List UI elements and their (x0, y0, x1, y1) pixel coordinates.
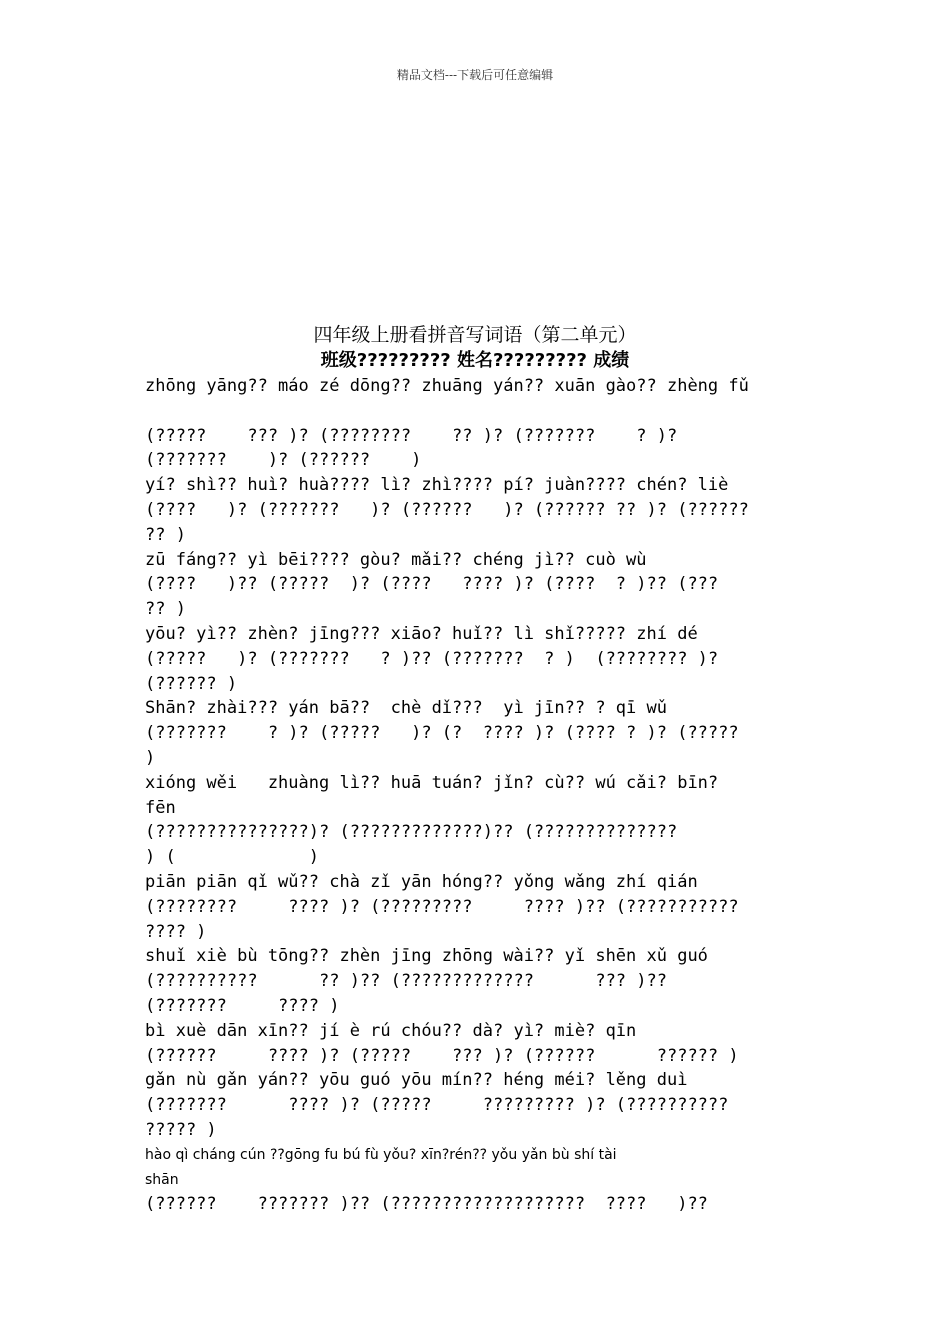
exercise-line: gǎn nù gǎn yán?? yōu guó yōu mín?? héng méi? lěng duì (145, 1070, 688, 1091)
exercise-line: zū fáng?? yì bēi???? gòu? mǎi?? chéng jì?? cuò wù (145, 549, 647, 570)
exercise-line: (??????? )? (?????? ) (145, 450, 422, 471)
exercise-line: yí? shì?? huì? huà???? lì? zhì???? pí? juàn???? chén? liè (145, 475, 729, 496)
exercise-line: (??????? ???? ) (145, 995, 340, 1016)
exercise-line: zhōng yāng?? máo zé dōng?? zhuāng yán?? xuān gào?? zhèng fǔ (145, 376, 749, 396)
exercise-line: (???? )?? (????? )? (???? ???? )? (???? ? )?? (??? (145, 574, 719, 595)
exercise-line: (????? )? (??????? ? )?? (??????? ? ) (???????? )? (145, 648, 719, 669)
exercise-line: Shān? zhài??? yán bā?? chè dǐ??? yì jīn?? ? qī wǔ (145, 698, 667, 719)
exercise-line: (???? )? (??????? )? (?????? )? (?????? ?? )? (?????? (145, 499, 749, 520)
exercise-line: (?????? ??????? )?? (??????????????????? ???? )?? (145, 1194, 708, 1215)
exercise-line: ) (145, 747, 156, 768)
exercise-line: ) ( ) (145, 847, 319, 868)
exercise-line: (?????? ???? )? (????? ??? )? (?????? ?????? ) (145, 1045, 739, 1066)
class-name-score-line: 班级????????? 姓名????????? 成绩 (320, 350, 630, 371)
exercise-line: fēn (145, 797, 176, 818)
exercise-line: (??????? ???? )? (????? ????????? )? (?????????? (145, 1095, 729, 1116)
exercise-line: xióng wěi zhuàng lì?? huā tuán? jǐn? cù?? wú cǎi? bīn? (145, 772, 719, 793)
exercise-line: (????? ??? )? (???????? ?? )? (??????? ? )? (145, 425, 678, 446)
exercise-content (145, 374, 810, 1217)
exercise-line: (???????? ???? )? (????????? ???? )?? (??????????? (145, 896, 739, 917)
exercise-line: (???????????????)? (?????????????)?? (?????????????? (145, 822, 678, 843)
exercise-line: ?? ) (145, 524, 186, 545)
document-title: 四年级上册看拼音写词语（第二单元） (313, 324, 637, 346)
exercise-line: (??????? ? )? (????? )? (? ???? )? (???? ? )? (????? (145, 723, 739, 744)
exercise-line: (?????? ) (145, 673, 238, 694)
exercise-line: (?????????? ?? )?? (????????????? ??? )?? (145, 971, 667, 992)
exercise-line: ?? ) (145, 599, 186, 620)
exercise-line: piān piān qǐ wǔ?? chà zǐ yān hóng?? yǒng wǎng zhí qián (145, 871, 698, 892)
exercise-line: ????? ) (145, 1119, 217, 1140)
exercise-line: shān (145, 1171, 179, 1188)
exercise-line: hào qì cháng cún ??gōng fu bú fù yǒu? xīn?rén?? yǒu yǎn bù shí tài (145, 1146, 617, 1163)
exercise-line (145, 399, 810, 424)
exercise-line: shuǐ xiè bù tōng?? zhèn jīng zhōng wài?? yǐ shēn xǔ guó (145, 946, 708, 967)
exercise-line: bì xuè dān xīn?? jí è rú chóu?? dà? yì? miè? qīn (145, 1020, 637, 1041)
exercise-line: yōu? yì?? zhèn? jīng??? xiāo? huǐ?? lì shǐ????? zhí dé (145, 623, 698, 644)
exercise-line: ???? ) (145, 921, 207, 942)
page-header-note: 精品文档---下载后可任意编辑 (396, 68, 554, 82)
